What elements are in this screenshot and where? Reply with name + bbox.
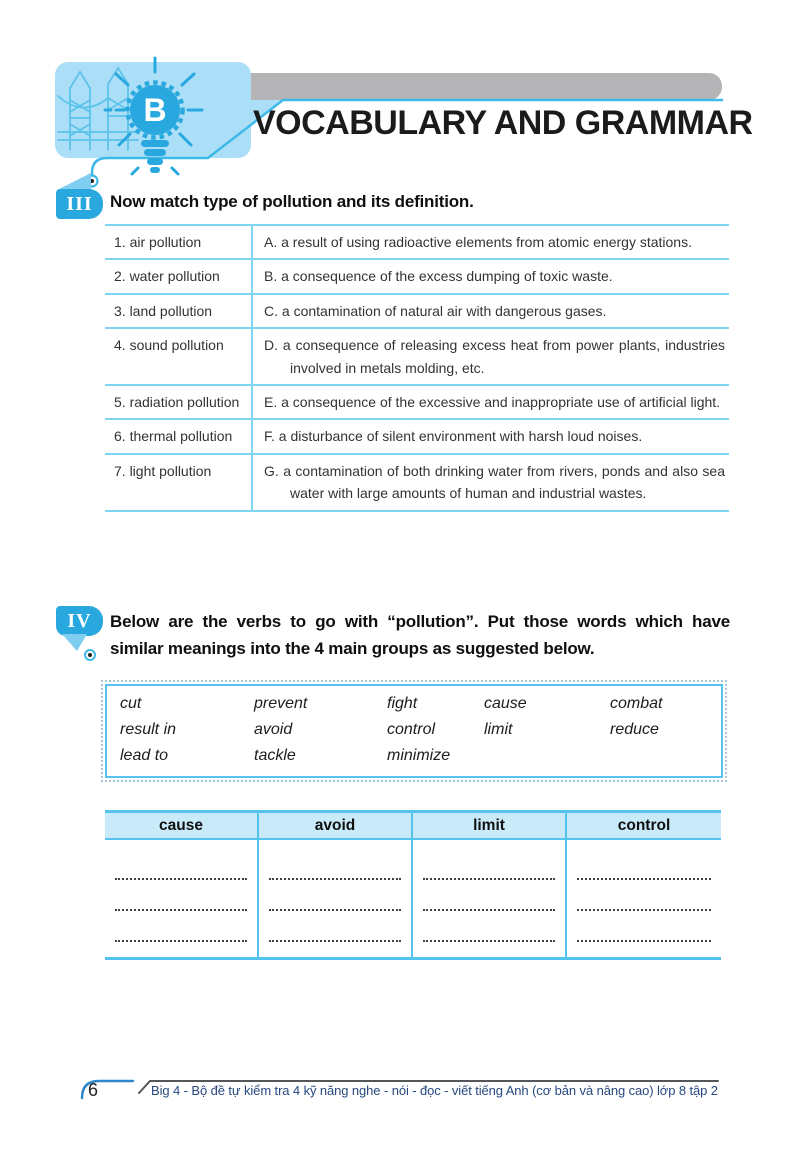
groups-table-body bbox=[105, 840, 721, 960]
word-bank-word: reduce bbox=[610, 721, 659, 738]
section-iv-dot bbox=[84, 649, 96, 661]
column-header: control bbox=[617, 816, 671, 834]
section-iv-badge: IV bbox=[56, 606, 103, 636]
answer-blank-line bbox=[269, 849, 401, 880]
section-iv-ribbon-tail bbox=[62, 634, 87, 651]
pollution-type-cell: 4. sound pollution bbox=[105, 329, 253, 384]
word-bank-word: fight bbox=[387, 695, 418, 712]
page-number: 6 bbox=[88, 1080, 99, 1100]
column-header: cause bbox=[105, 813, 259, 838]
answer-column-limit bbox=[413, 840, 567, 957]
pollution-type-cell: 7. light pollution bbox=[105, 455, 253, 510]
answer-column-cause bbox=[105, 840, 259, 957]
header-banner bbox=[0, 0, 800, 200]
answer-blank-line bbox=[423, 880, 555, 911]
groups-table bbox=[105, 810, 721, 960]
pollution-type-cell: 3. land pollution bbox=[105, 295, 253, 327]
answer-blank-line bbox=[269, 880, 401, 911]
answer-blank-line bbox=[577, 849, 711, 880]
section-iii-heading: Now match type of pollution and its definition. bbox=[110, 192, 474, 211]
answer-blank-line bbox=[577, 911, 711, 942]
page-title: VOCABULARY AND GRAMMAR bbox=[253, 104, 753, 142]
word-bank-word: combat bbox=[610, 695, 663, 712]
table-row bbox=[105, 226, 729, 260]
header-gray-bar bbox=[170, 73, 722, 100]
definition-cell: A. a result of using radioactive elements from atomic energy stations. bbox=[264, 234, 692, 250]
word-bank-word: control bbox=[387, 721, 436, 738]
table-row bbox=[105, 329, 729, 386]
word-bank-word: cut bbox=[120, 695, 142, 712]
answer-blank-line bbox=[269, 911, 401, 942]
column-header: avoid bbox=[259, 813, 413, 838]
answer-blank-line bbox=[577, 880, 711, 911]
word-bank-word: cause bbox=[484, 695, 527, 712]
answer-blank-line bbox=[115, 849, 247, 880]
definition-cell: F. a disturbance of silent environment with harsh loud noises. bbox=[264, 428, 643, 445]
column-header: limit bbox=[413, 813, 567, 838]
table-row bbox=[105, 260, 729, 294]
pollution-type-cell: 2. water pollution bbox=[105, 260, 253, 292]
answer-blank-line bbox=[423, 849, 555, 880]
definition-cell: E. a consequence of the excessive and inappropriate use of artificial light. bbox=[264, 393, 721, 410]
groups-table-header-row bbox=[105, 810, 721, 840]
match-table bbox=[105, 224, 729, 512]
answer-blank-line bbox=[115, 911, 247, 942]
word-bank-word: lead to bbox=[120, 747, 169, 764]
footer-book-title: Big 4 - Bộ đề tự kiểm tra 4 kỹ năng nghe - nói - đọc - viết tiếng Anh (cơ bản và nâng cao) lớp 8 tập 2 bbox=[151, 1083, 718, 1098]
table-row bbox=[105, 420, 729, 454]
table-row bbox=[105, 386, 729, 420]
table-row bbox=[105, 295, 729, 329]
header-badge-letter: B bbox=[143, 92, 167, 128]
section-iv-heading: Below are the verbs to go with “pollution”. Put those words which have similar meanings into the 4 main groups as suggested below. bbox=[110, 612, 730, 658]
pollution-type-cell: 1. air pollution bbox=[105, 226, 253, 258]
answer-column-avoid bbox=[259, 840, 413, 957]
answer-blank-line bbox=[115, 880, 247, 911]
word-bank-word: result in bbox=[120, 721, 177, 738]
word-bank-word: limit bbox=[484, 721, 513, 738]
word-bank-word: avoid bbox=[254, 721, 293, 738]
definition-cell: G. a contamination of both drinking water from rivers, ponds and also sea water with large amounts of human and industrial wastes. bbox=[264, 462, 725, 502]
answer-blank-line bbox=[423, 911, 555, 942]
pollution-type-cell: 6. thermal pollution bbox=[105, 420, 253, 452]
word-bank-word: tackle bbox=[254, 747, 296, 764]
pollution-type-cell: 5. radiation pollution bbox=[105, 386, 253, 418]
section-iii-badge: III bbox=[56, 189, 103, 219]
definition-cell: B. a consequence of the excess dumping of toxic waste. bbox=[264, 268, 613, 285]
answer-column-control bbox=[567, 840, 721, 957]
table-row bbox=[105, 455, 729, 512]
word-bank-box bbox=[105, 684, 723, 778]
definition-cell: D. a consequence of releasing excess heat from power plants, industries involved in metals molding, etc. bbox=[264, 337, 725, 376]
word-bank-word: prevent bbox=[254, 695, 308, 712]
definition-cell: C. a contamination of natural air with dangerous gases. bbox=[264, 302, 607, 319]
word-bank-word: minimize bbox=[387, 747, 451, 764]
